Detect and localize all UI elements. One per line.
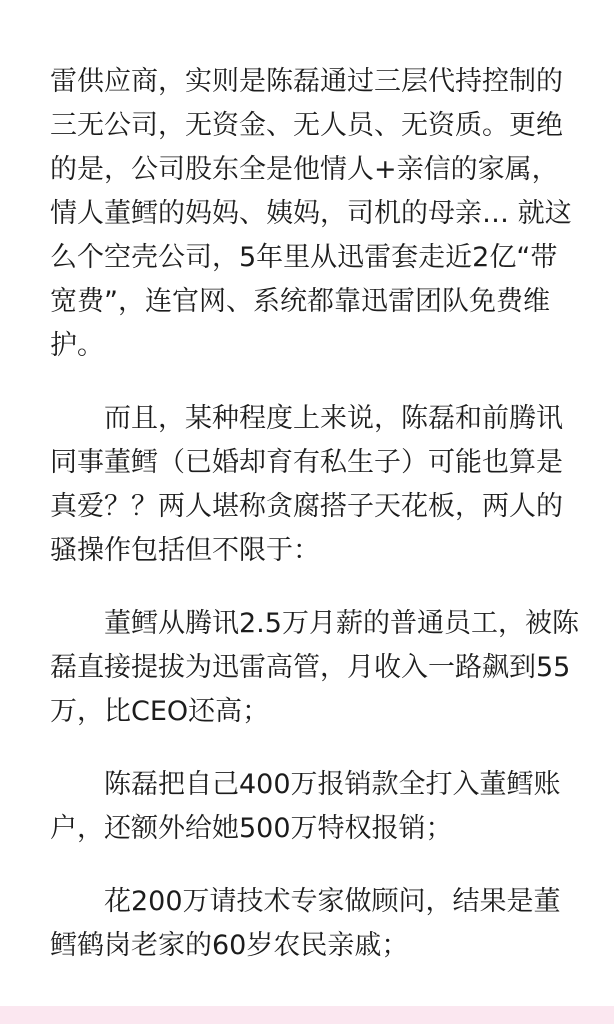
text-line: 而且，某种程度上来说，陈磊和前腾讯: [104, 403, 563, 434]
text-line: 雷供应商，实则是陈磊通过三层代持控制的: [50, 66, 563, 97]
text-line: 三无公司，无资金、无人员、无资质。更绝: [50, 110, 563, 141]
text-line: 的是，公司股东全是他情人+亲信的家属，: [50, 154, 559, 185]
text-line: 护。: [50, 330, 104, 361]
bottom-strip: [0, 1006, 614, 1024]
text-line: 鳕鹤岗老家的60岁农民亲戚；: [50, 930, 409, 961]
text-line: 陈磊把自己400万报销款全打入董鳕账: [104, 769, 561, 800]
text-line: 户，还额外给她500万特权报销；: [50, 813, 453, 844]
text-line: 骚操作包括但不限于：: [50, 535, 320, 566]
paragraph-2: [50, 397, 570, 573]
text-line: 宽费”，连官网、系统都靠迅雷团队免费维: [50, 286, 550, 317]
article-body: [50, 60, 579, 968]
text-line: 么个空壳公司，5年里从迅雷套走近2亿“带: [50, 242, 558, 273]
text-line: 董鳕从腾讯2.5万月薪的普通员工，被陈: [104, 608, 579, 639]
text-line: 磊直接提拔为迅雷高管，月收入一路飙到55: [50, 652, 571, 683]
text-line: 真爱？？两人堪称贪腐搭子天花板，两人的: [50, 491, 563, 522]
text-line: 万，比CEO还高；: [50, 696, 270, 727]
paragraph-3: [50, 602, 579, 734]
paragraph-4: [50, 763, 570, 851]
text-line: 同事董鳕（已婚却育有私生子）可能也算是: [50, 447, 563, 478]
text-line: 花200万请技术专家做顾问，结果是董: [104, 886, 561, 917]
paragraph-5: [50, 880, 570, 968]
paragraph-1: [50, 60, 570, 368]
text-line: 情人董鳕的妈妈、姨妈，司机的母亲… 就这: [50, 198, 572, 229]
